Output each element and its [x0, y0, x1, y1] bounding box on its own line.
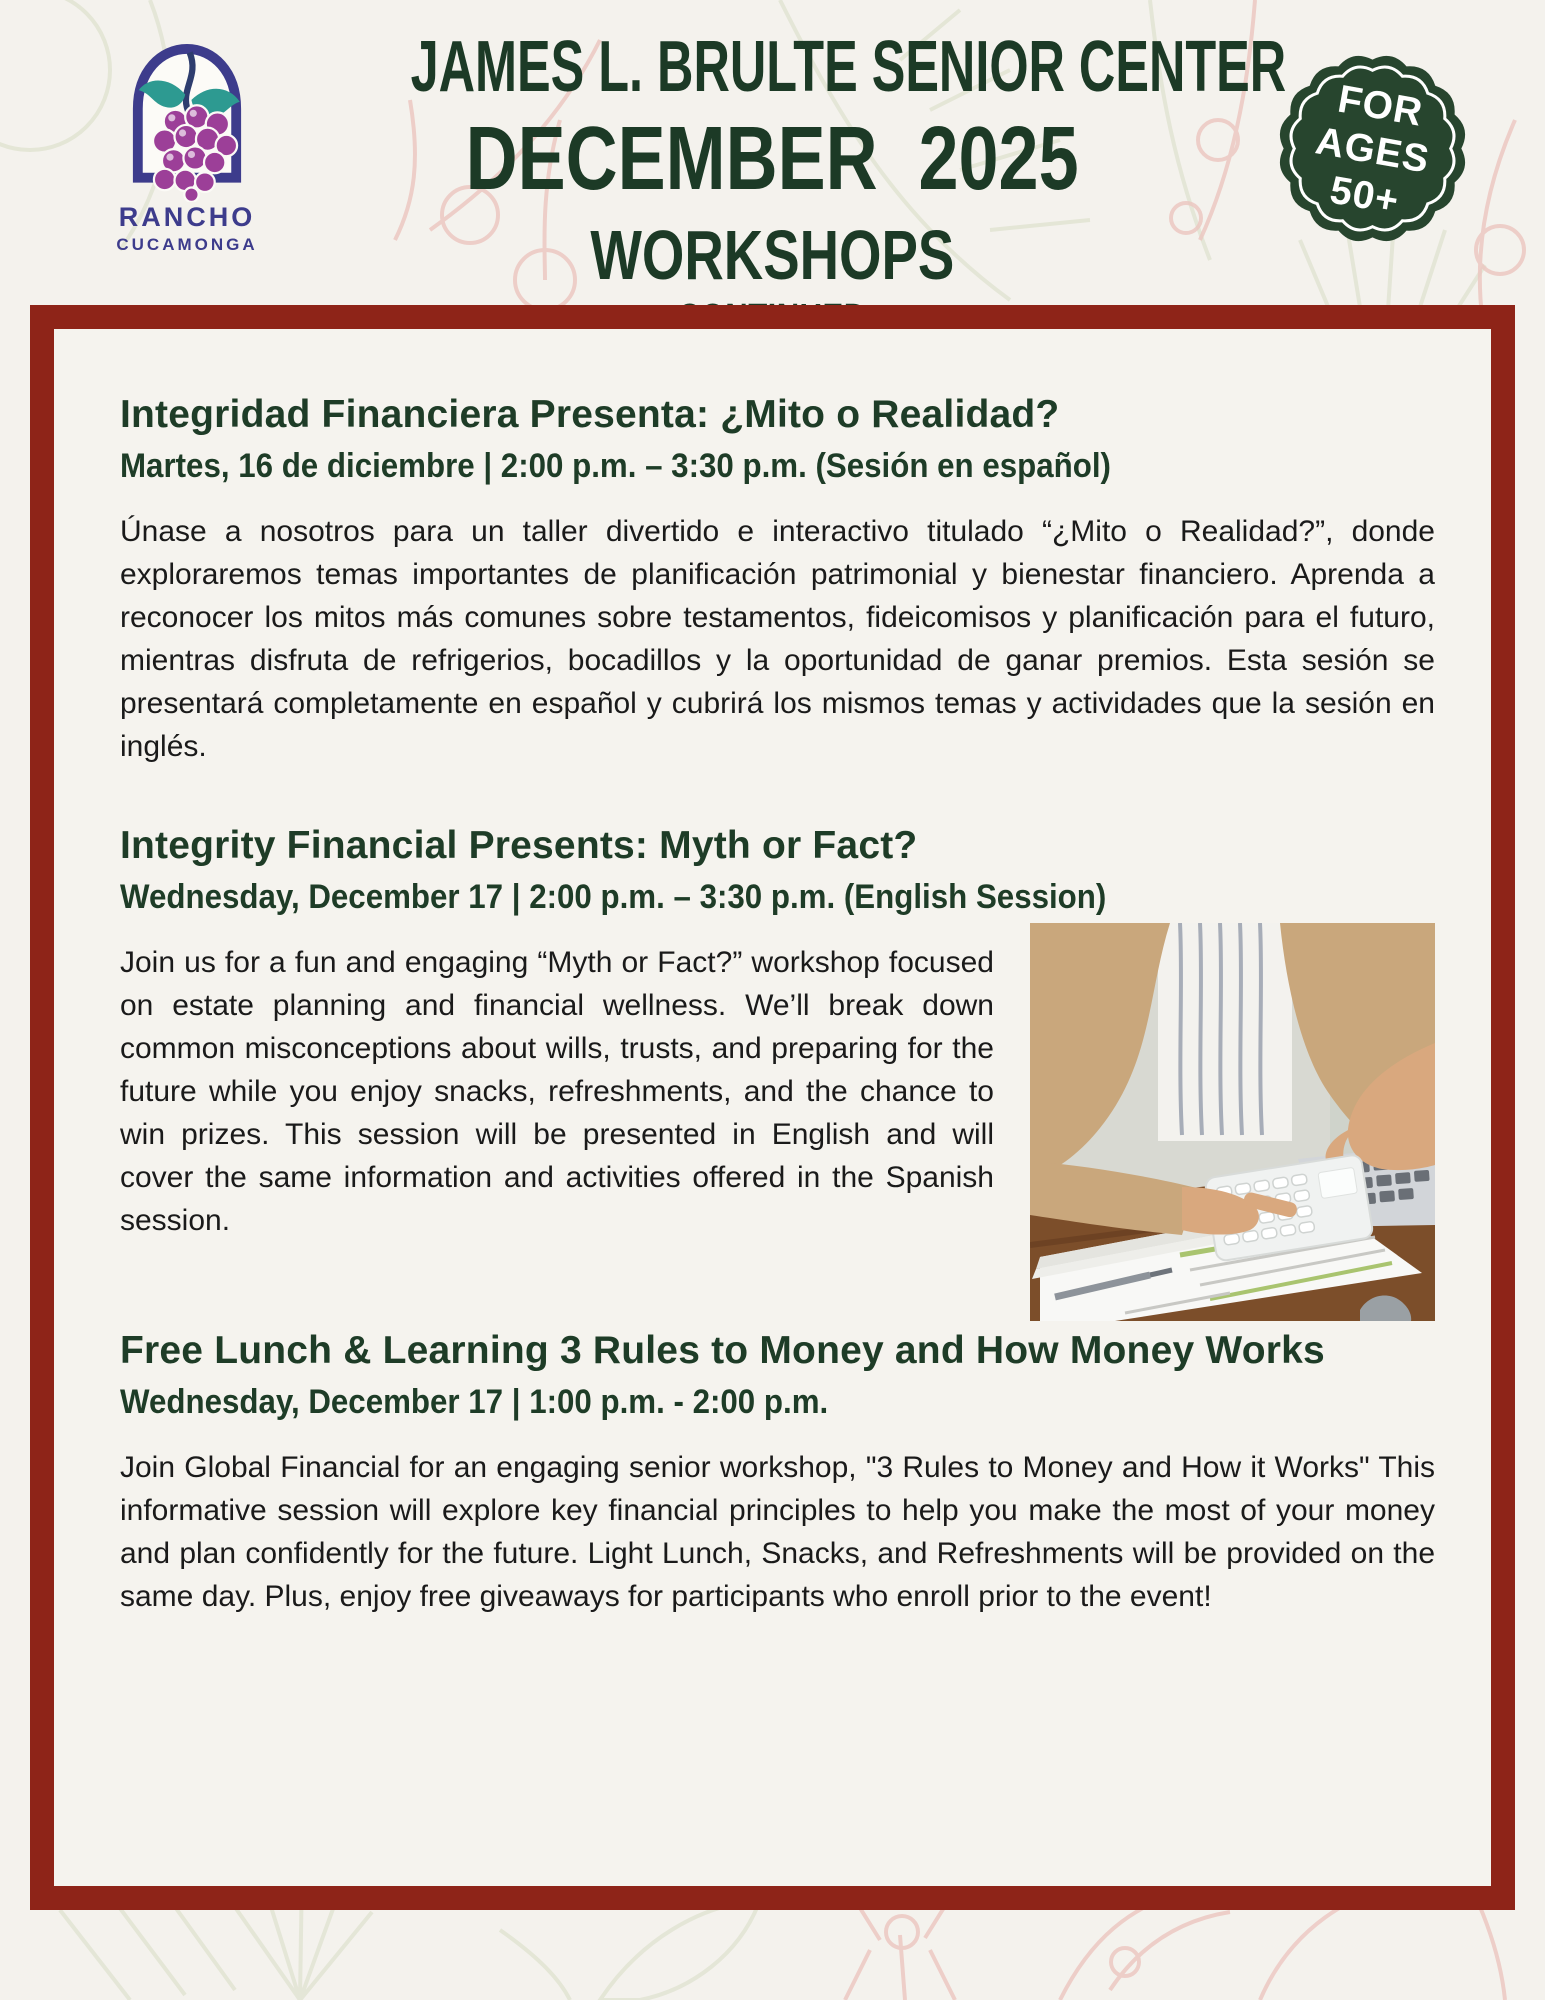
center-title: JAMES L. BRULTE SENIOR CENTER	[410, 27, 1286, 107]
workshop-section-english	[120, 824, 1435, 1242]
workshop-section-lunch-learning	[120, 1329, 1435, 1618]
badge-line1: FOR	[1334, 77, 1427, 135]
workshop-photo	[1030, 923, 1435, 1321]
month-title: DECEMBER 2025	[465, 109, 1079, 209]
workshop-title: Integrity Financial Presents: Myth or Fact?	[120, 824, 918, 867]
workshop-datetime: Martes, 16 de diciembre | 2:00 p.m. – 3:30 p.m. (Sesión en español)	[120, 447, 1111, 485]
calculator-documents-photo	[1030, 923, 1435, 1321]
ages-50-badge	[1270, 46, 1475, 256]
workshops-title: WORKSHOPS	[590, 216, 955, 294]
workshop-title: Free Lunch & Learning 3 Rules to Money and How Money Works	[120, 1329, 1325, 1372]
workshop-section-spanish	[120, 393, 1435, 768]
workshop-description: Únase a nosotros para un taller divertido e interactivo titulado “¿Mito o Realidad?”, donde exploraremos temas importantes de planificación patrimonial y bienestar financiero. Aprenda a reconocer los mitos más comunes sobre testamentos, fideicomisos y planificación para el futuro, mientras disfruta de refrigerios, bocadillos y la oportunidad de ganar premios. Esta sesión se presentará completamente en español y cubrirá los mismos temas y actividades que la sesión en inglés.	[120, 515, 1435, 763]
badge-line3: 50+	[1326, 168, 1403, 223]
workshop-description: Join Global Financial for an engaging senior workshop, "3 Rules to Money and How it Works" This informative session will explore key financial principles to help you make the most of your money and plan confidently for the future. Light Lunch, Snacks, and Refreshments will be provided on the same day. Plus, enjoy free giveaways for participants who enroll prior to the event!	[120, 1451, 1435, 1613]
flyer-header	[0, 0, 1545, 305]
logo-name-line1: RANCHO	[118, 202, 256, 232]
workshop-datetime: Wednesday, December 17 | 1:00 p.m. - 2:00 p.m.	[120, 1383, 829, 1421]
workshop-description: Join us for a fun and engaging “Myth or Fact?” workshop focused on estate planning and financial wellness. We’ll break down common misconceptions about wills, trusts, and preparing for the future while you enjoy snacks, refreshments, and the chance to win prizes. This session will be presented in English and will cover the same information and activities offered in the Spanish session.	[120, 946, 994, 1237]
workshop-title: Integridad Financiera Presenta: ¿Mito o Realidad?	[120, 393, 1060, 436]
flyer-title-block	[223, 26, 1323, 340]
workshops-content-box	[30, 305, 1515, 1910]
workshop-datetime: Wednesday, December 17 | 2:00 p.m. – 3:30 p.m. (English Session)	[120, 878, 1107, 916]
logo-name-line2: CUCAMONGA	[116, 235, 258, 254]
badge-line2: AGES	[1312, 119, 1433, 182]
badge-text	[1253, 30, 1491, 272]
